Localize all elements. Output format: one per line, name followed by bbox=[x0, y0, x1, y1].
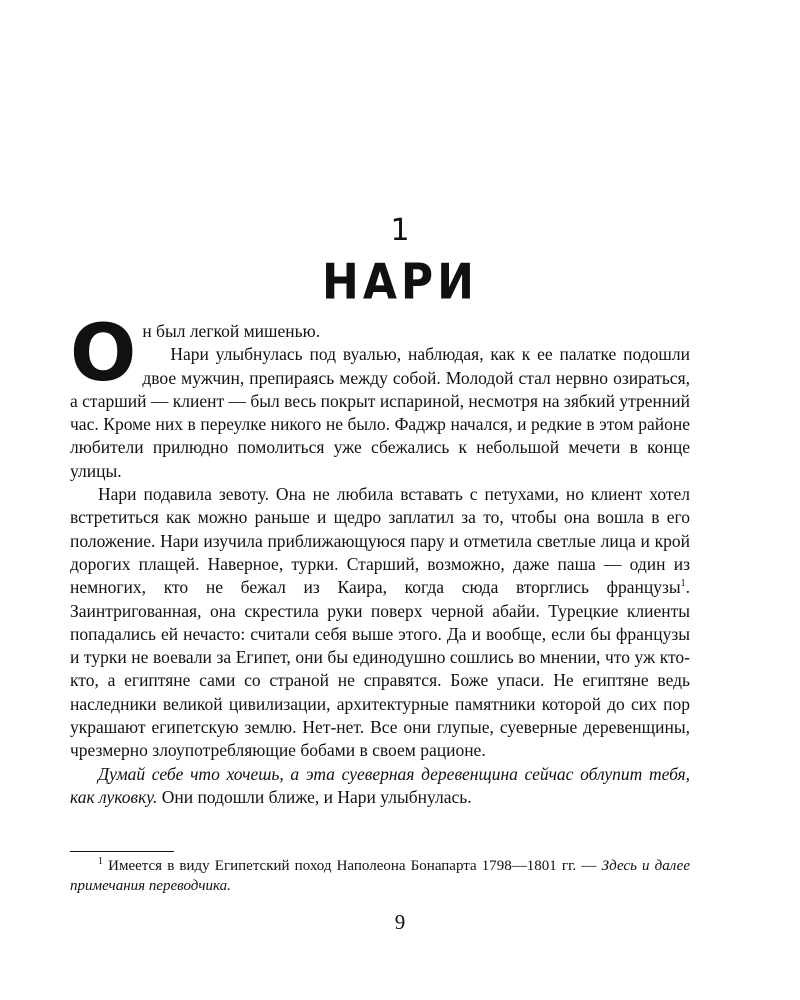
footnote-text-line bbox=[70, 856, 690, 896]
paragraph-4-text: Они подошли ближе, и Нари улыбнулась. bbox=[157, 786, 472, 807]
footnote-italic-text: Здесь и далее примечания переводчика. bbox=[70, 858, 690, 894]
page-number: 9 bbox=[394, 910, 406, 934]
footnote-marker: 1 bbox=[98, 856, 103, 867]
chapter-title: НАРИ bbox=[322, 253, 478, 311]
footnote-divider bbox=[70, 851, 174, 852]
footnote-text: Имеется в виду Египетский поход Наполеона Бонапарта 1798—1801 гг. — bbox=[103, 858, 602, 874]
drop-cap: О bbox=[70, 309, 137, 399]
paragraph-4-italic: Думай себе что хочешь, а эта суеверная деревенщина сейчас облупит тебя, как луковку. bbox=[70, 763, 690, 807]
paragraph-3-text-start: Нари подавила зевоту. Она не любила вставать с петухами, но клиент хотел встретиться как можно раньше и щедро заплатил за то, чтобы она вошла в его положение. Нари изучила приближающуюся пару и отметила светлые лица и крой дорогих плащей. Наверное, турки. Старший, возможно, даже паша — один из немногих, кто не бежал из Каира, когда сюда вторглись французы bbox=[70, 484, 690, 598]
paragraph-4 bbox=[70, 763, 690, 810]
chapter-body bbox=[70, 309, 690, 809]
paragraph-1 bbox=[70, 309, 690, 399]
footnote-reference: 1 bbox=[680, 578, 686, 590]
paragraph-3-text-end: . Заинтригованная, она скрестила руки поверх черной абайи. Турецкие клиенты попадались ей нечасто: считали себя выше этого. Да и вообще, если бы французы и турки не воевали за Египет, они бы единодушно сошлись во мнении, что уж кто-кто, а египтяне сами со страной не справятся. Боже упаси. Не египтяне ведь наследники великой цивилизации, архитектурные памятники которой до сих пор украшают египетскую землю. Нет-нет. Все они глупые, суеверные деревенщины, чрезмерно злоупотребляющие бобами в своем рационе. bbox=[70, 577, 690, 761]
paragraph-1-text: н был легкой мишенью. bbox=[142, 321, 321, 341]
footnote bbox=[70, 856, 690, 896]
paragraph-2: Нари улыбнулась под вуалью, наблюдая, как к ее палатке подошли двое мужчин, препираясь между собой. Молодой стал нервно озираться, а старший — клиент — был весь покрыт испариной, несмотря на зябкий утренний час. Кроме них в переулке никого не было. Фаджр начался, и редкие в этом районе любители прилюдно помолиться уже сбежались к небольшой мечети в конце улицы. bbox=[70, 344, 690, 481]
chapter-number: 1 bbox=[390, 213, 410, 248]
paragraph-3 bbox=[70, 483, 690, 763]
